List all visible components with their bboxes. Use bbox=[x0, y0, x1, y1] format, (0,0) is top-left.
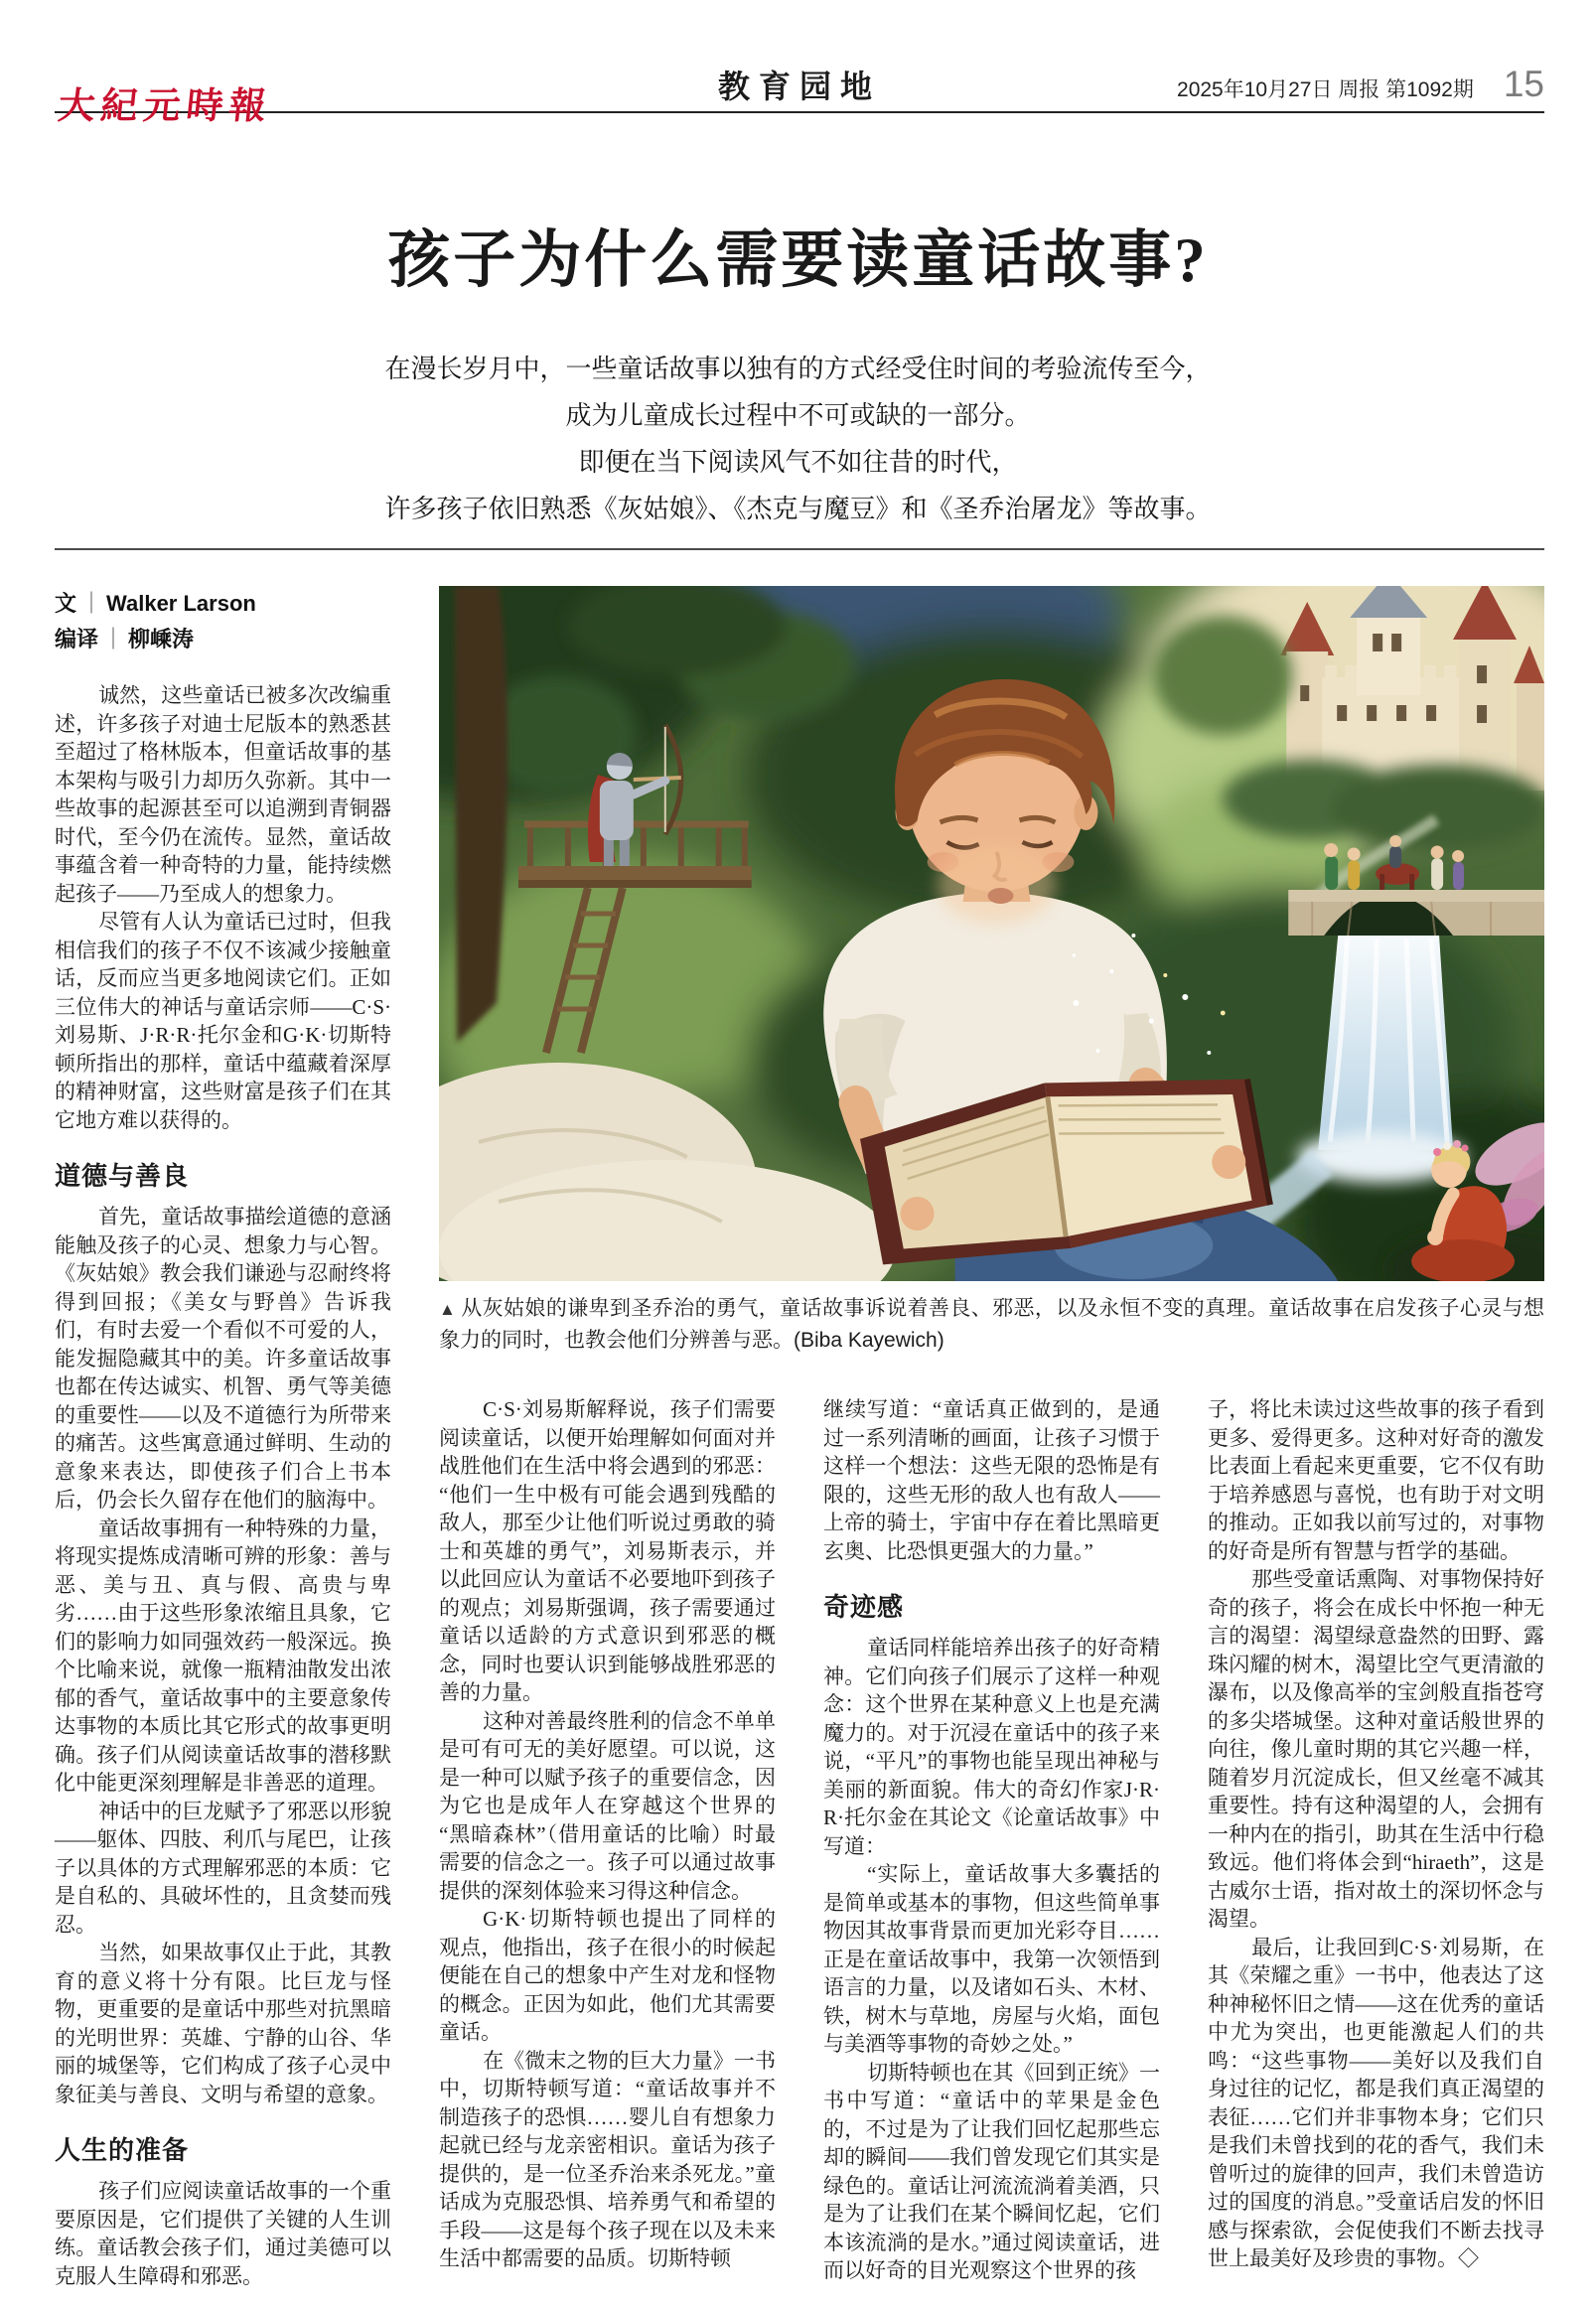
column-3-text bbox=[823, 1395, 1160, 2285]
body-paragraph: 诚然，这些童话已被多次改编重述，许多孩子对迪士尼版本的熟悉甚至超过了格林版本，但童话故事的基本架构与吸引力却历久弥新。其中一些故事的起源甚至可以追溯到青铜器时代，至今仍在流传。显然，童话故事蕴含着一种奇特的力量，能持续燃起孩子——乃至成人的想象力。 bbox=[55, 683, 391, 906]
illustration-svg bbox=[439, 586, 1544, 1281]
section-heading: 人生的准备 bbox=[55, 2135, 190, 2166]
byline-author bbox=[55, 586, 391, 622]
author-name: Walker Larson bbox=[106, 591, 256, 617]
translator-name: 柳嵊涛 bbox=[128, 627, 195, 652]
caption bbox=[439, 1293, 1544, 1356]
intro-block bbox=[60, 346, 1536, 532]
body-paragraph: 继续写道：“童话真正做到的，是通过一系列清晰的画面，让孩子习惯于这样一个想法：这些无限的恐怖是有限的，这些无形的敌人也有敌人——上帝的骑士，宇宙中存在着比黑暗更玄奥、比恐惧更强大的力量。” bbox=[823, 1397, 1160, 1563]
caption-credit: (Biba Kayewich) bbox=[794, 1329, 944, 1353]
body-paragraph: 尽管有人认为童话已过时，但我相信我们的孩子不仅不该减少接触童话，反而应当更多地阅读它们。正如三位伟大的神话与童话宗师——C·S·刘易斯、J·R·R·托尔金和G·K·切斯特顿所指出的那样，童话中蕴藏着深厚的精神财富，这些财富是孩子们在其它地方难以获得的。 bbox=[55, 910, 391, 1132]
header-right bbox=[1177, 64, 1544, 105]
body-paragraph: “实际上，童话故事大多囊括的是简单或基本的事物，但这些简单事物因其故事背景而更加光彩夺目……正是在童话故事中，我第一次领悟到语言的力量，以及诸如石头、木材、铁，树木与草地，房屋与火焰，面包与美酒等事物的奇妙之处。” bbox=[823, 1862, 1160, 2057]
body-paragraph: 子，将比未读过这些故事的孩子看到更多、爱得更多。这种对好奇的激发比表面上看起来更重要，它不仅有助于培养感恩与喜悦，也有助于对文明的推动。正如我以前写过的，对事物的好奇是所有智慧与哲学的基础。 bbox=[1208, 1397, 1544, 1563]
intro-line: 许多孩子依旧熟悉《灰姑娘》、《杰克与魔豆》和《圣乔治屠龙》等故事。 bbox=[384, 494, 1212, 524]
body-paragraph: G·K·切斯特顿也提出了同样的观点，他指出，孩子在很小的时候起便能在自己的想象中产生对龙和怪物的概念。正因为如此，他们尤其需要童话。 bbox=[439, 1907, 776, 2045]
byline-separator: ｜ bbox=[80, 591, 103, 617]
illustration bbox=[439, 586, 1544, 1281]
intro-line: 即便在当下阅读风气不如往昔的时代， bbox=[578, 447, 1018, 478]
intro-line: 成为儿童成长过程中不可或缺的一部分。 bbox=[565, 400, 1031, 431]
body-paragraph: 最后，让我回到C·S·刘易斯，在其《荣耀之重》一书中，他表达了这种神秘怀旧之情——这在优秀的童话中尤为突出，也更能激起人们的共鸣：“这些事物——美好以及我们自身过往的记忆，都是我们真正渴望的表征……它们并非事物本身；它们只是我们未曾找到的花的香气，我们未曾听过的旋律的回声，我们未曾造访过的国度的消息。”受童话启发的怀旧感与探索欲，会促使我们不断去找寻世上最美好及珍贵的事物。◇ bbox=[1208, 1935, 1544, 2271]
body-paragraph: 孩子们应阅读童话故事的一个重要原因是，它们提供了关键的人生训练。童话教会孩子们，通过美德可以克服人生障碍和邪恶。 bbox=[55, 2179, 391, 2288]
body-paragraph: 童话故事拥有一种特殊的力量，将现实提炼成清晰可辨的形象：善与恶、美与丑、真与假、高贵与卑劣……由于这些形象浓缩且具象，它们的影响力如同强效药一般深远。换个比喻来说，就像一瓶精油散发出浓郁的香气，童话故事中的主要意象传达事物的本质比其它形式的故事更明确。孩子们从阅读童话故事的潜移默化中能更深刻理解是非善恶的道理。 bbox=[55, 1516, 391, 1796]
date-line: 2025年10月27日 周报 第1092期 bbox=[1177, 78, 1474, 101]
bridge bbox=[1288, 890, 1544, 936]
intro-divider bbox=[55, 548, 1544, 550]
body-paragraph: 切斯特顿也在其《回到正统》一书中写道：“童话中的苹果是金色的，不过是为了让我们回忆起那些忘却的瞬间——我们曾发现它们其实是绿色的。童话让河流流淌着美酒，只是为了让我们在某个瞬间忆起，它们本该流淌的是水。”通过阅读童话，进而以好奇的目光观察这个世界的孩 bbox=[823, 2060, 1160, 2283]
column-2-text bbox=[439, 1395, 776, 2273]
author-label: 文 bbox=[55, 591, 77, 617]
body-paragraph: 神话中的巨龙赋予了邪恶以形貌——躯体、四肢、利爪与尾巴，让孩子以具体的方式理解邪恶的本质：它是自私的、具破坏性的，且贪婪而残忍。 bbox=[55, 1799, 391, 1937]
column-3 bbox=[823, 1395, 1160, 2285]
article-body bbox=[55, 586, 1544, 2290]
column-2 bbox=[439, 1395, 776, 2273]
column-1-text bbox=[55, 681, 391, 2290]
byline-separator: ｜ bbox=[102, 627, 125, 652]
body-paragraph: 童话同样能培养出孩子的好奇精神。它们向孩子们展示了这样一种观念：这个世界在某种意义上也是充满魔力的。对于沉浸在童话中的孩子来说，“平凡”的事物也能呈现出神秘与美丽的新面貌。伟大的奇幻作家J·R·R·托尔金在其论文《论童话故事》中写道： bbox=[823, 1636, 1160, 1858]
body-paragraph: 这种对善最终胜利的信念不单单是可有可无的美好愿望。可以说，这是一种可以赋予孩子的重要信念，因为它也是成年人在穿越这个世界的“黑暗森林”（借用童话的比喻）时最需要的信念之一。孩子可以通过故事提供的深刻体验来习得这种信念。 bbox=[439, 1708, 776, 1903]
body-paragraph: 那些受童话熏陶、对事物保持好奇的孩子，将会在成长中怀抱一种无言的渴望：渴望绿意盎然的田野、露珠闪耀的树木，渴望比空气更清澈的瀑布，以及像高举的宝剑般直指苍穹的多尖塔城堡。这种对童话般世界的向往，像儿童时期的其它兴趣一样，随着岁月沉淀成长，但又丝毫不减其重要性。持有这种渴望的人，会拥有一种内在的指引，助其在生活中行稳致远。他们将体会到“hiraeth”，这是古威尔士语，指对故土的深切怀念与渴望。 bbox=[1208, 1567, 1544, 1932]
column-4-text bbox=[1208, 1395, 1544, 2273]
column-1 bbox=[55, 586, 391, 2290]
page-header bbox=[55, 50, 1544, 126]
section-heading: 道德与善良 bbox=[55, 1161, 190, 1192]
illustration-figure bbox=[439, 586, 1544, 1356]
caption-text: 从灰姑娘的谦卑到圣乔治的勇气，童话故事诉说着善良、邪恶，以及永恒不变的真理。童话故事在启发孩子心灵与想象力的同时，也教会他们分辨善与恶。 bbox=[439, 1297, 1545, 1353]
byline-translator bbox=[55, 622, 391, 657]
newspaper-logo: 大紀元時報 bbox=[56, 85, 274, 126]
intro-line: 在漫长岁月中，一些童话故事以独有的方式经受住时间的考验流传至今， bbox=[384, 354, 1212, 384]
caption-triangle-icon: ▲ bbox=[439, 1300, 457, 1320]
translator-label: 编译 bbox=[55, 627, 99, 652]
page-number: 15 bbox=[1503, 64, 1544, 104]
body-paragraph: 首先，童话故事描绘道德的意涵能触及孩子的心灵、想象力与心智。《灰姑娘》教会我们谦逊与忍耐终将得到回报；《美女与野兽》告诉我们，有时去爱一个看似不可爱的人，能发掘隐藏其中的美。许多童话故事也都在传达诚实、机智、勇气等美德的重要性——以及不道德行为所带来的痛苦。这些寓意通过鲜明、生动的意象来表达，即使孩子们合上书本后，仍会长久留存在他们的脑海中。 bbox=[55, 1205, 391, 1513]
body-paragraph: 当然，如果故事仅止于此，其教育的意义将十分有限。比巨龙与怪物，更重要的是童话中那些对抗黑暗的光明世界：英雄、宁静的山谷、华丽的城堡等，它们构成了孩子心灵中象征美与善良、文明与希望的意象。 bbox=[55, 1941, 391, 2106]
headline: 孩子为什么需要读童话故事? bbox=[387, 225, 1209, 295]
column-4 bbox=[1208, 1395, 1544, 2273]
byline bbox=[55, 586, 391, 657]
section-heading: 奇迹感 bbox=[823, 1592, 905, 1623]
body-paragraph: 在《微末之物的巨大力量》一书中，切斯特顿写道：“童话故事并不制造孩子的恐惧……婴儿自有想象力起就已经与龙亲密相识。童话为孩子提供的，是一位圣乔治来杀死龙。”童话成为克服恐惧、培养勇气和希望的手段——这是每个孩子现在以及未来生活中都需要的品质。切斯特顿 bbox=[439, 2048, 776, 2271]
section-title: 教育园地 bbox=[717, 69, 882, 104]
body-paragraph: C·S·刘易斯解释说，孩子们需要阅读童话，以便开始理解如何面对并战胜他们在生活中将会遇到的邪恶：“他们一生中极有可能会遇到残酷的敌人，那至少让他们听说过勇敢的骑士和英雄的勇气”，刘易斯表示，并以此回应认为童话不必要地吓到孩子的观点；刘易斯强调，孩子需要通过童话以适龄的方式意识到邪恶的概念，同时也要认识到能够战胜邪恶的善的力量。 bbox=[439, 1397, 776, 1705]
